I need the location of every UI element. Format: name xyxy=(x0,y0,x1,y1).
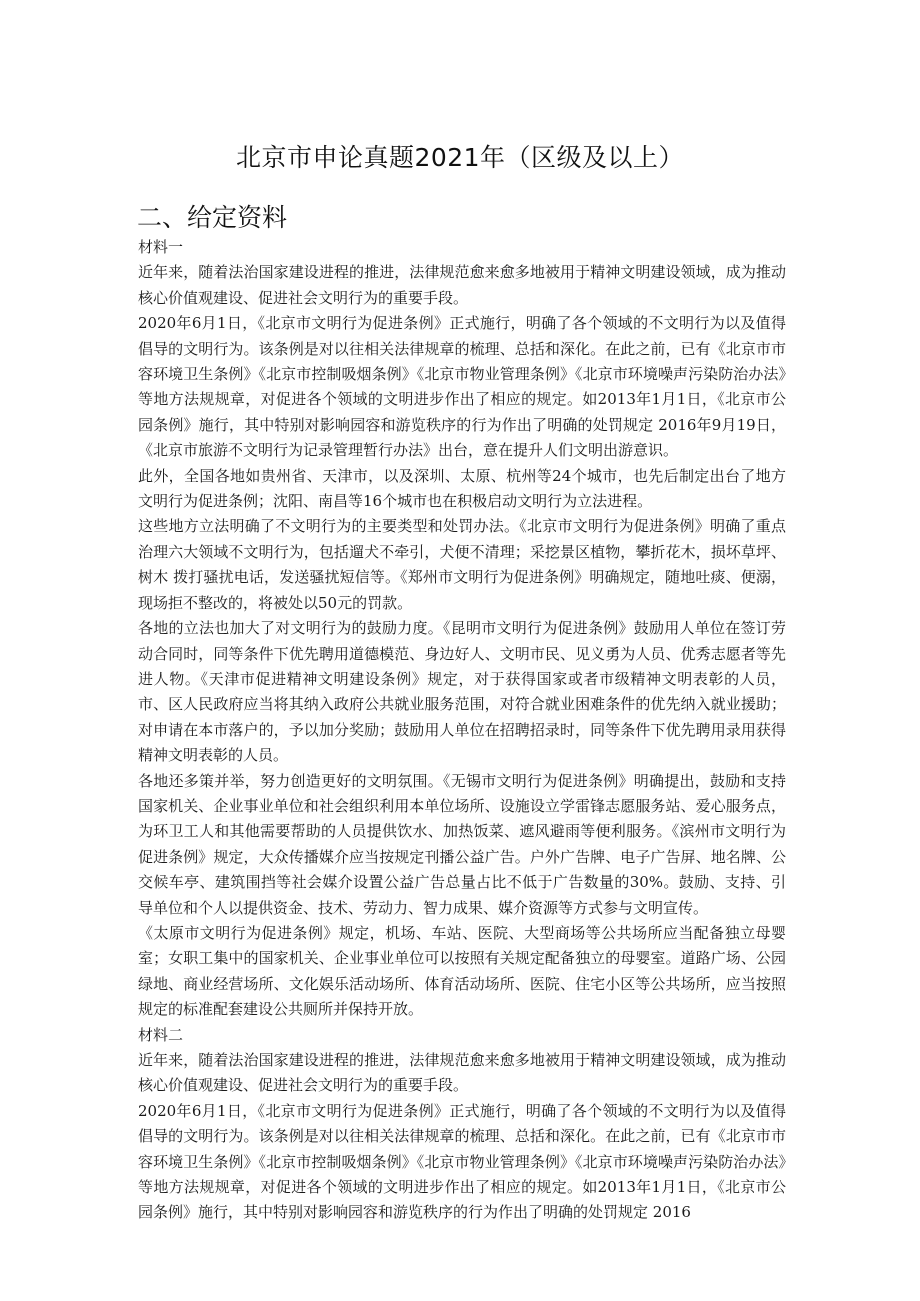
document-body xyxy=(138,235,786,1226)
paragraph: 各地的立法也加大了对文明行为的鼓励力度。《昆明市文明行为促进条例》鼓励用人单位在签订劳动合同时，同等条件下优先聘用道德模范、身边好人、文明市民、见义勇为人员、优秀志愿者等先进人物。《天津市促进精神文明建设条例》规定，对于获得国家或者市级精神文明表彰的人员，市、区人民政府应当将其纳入政府公共就业服务范围，对符合就业困难条件的优先纳入就业援助；对申请在本市落户的，予以加分奖励；鼓励用人单位在招聘招录时，同等条件下优先聘用录用获得精神文明表彰的人员。 xyxy=(138,619,786,765)
section-heading: 二、给定资料 xyxy=(137,203,288,232)
document-title: 北京市申论真题2021年（区级及以上） xyxy=(235,143,685,172)
paragraph: 此外，全国各地如贵州省、天津市，以及深圳、太原、杭州等24个城市，也先后制定出台了地方文明行为促进条例；沈阳、南昌等16个城市也在积极启动文明行为立法进程。 xyxy=(138,466,786,511)
paragraph: 近年来，随着法治国家建设进程的推进，法律规范愈来愈多地被用于精神文明建设领域，成为推动核心价值观建设、促进社会文明行为的重要手段。 xyxy=(138,263,786,307)
paragraph: 《太原市文明行为促进条例》规定，机场、车站、医院、大型商场等公共场所应当配备独立母婴室；女职工集中的国家机关、企业事业单位可以按照有关规定配备独立的母婴室。道路广场、公园绿地、商业经营场所、文化娱乐活动场所、体育活动场所、医院、住宅小区等公共场所，应当按照规定的标准配套建设公共厕所并保持开放。 xyxy=(138,923,786,1019)
material-label: 材料一 xyxy=(138,238,184,256)
material-label: 材料二 xyxy=(138,1025,184,1044)
paragraph: 2020年6月1日，《北京市文明行为促进条例》正式施行，明确了各个领域的不文明行为以及值得倡导的文明行为。该条例是对以往相关法律规章的梳理、总括和深化。在此之前，已有《北京市市容环境卫生条例》《北京市控制吸烟条例》《北京市物业管理条例》《北京市环境噪声污染防治办法》等地方法规规章，对促进各个领域的文明进步作出了相应的规定。如2013年1月1日，《北京市公园条例》施行，其中特别对影响园容和游览秩序的行为作出了明确的处罚规定 2016 xyxy=(138,1101,786,1222)
paragraph: 近年来，随着法治国家建设进程的推进，法律规范愈来愈多地被用于精神文明建设领域，成为推动核心价值观建设、促进社会文明行为的重要手段。 xyxy=(138,1051,786,1095)
paragraph: 各地还多策并举，努力创造更好的文明氛围。《无锡市文明行为促进条例》明确提出，鼓励和支持国家机关、企业事业单位和社会组织利用本单位场所、设施设立学雷锋志愿服务站、爱心服务点，为环卫工人和其他需要帮助的人员提供饮水、加热饭菜、遮风避雨等便利服务。《滨州市文明行为促进条例》规定，大众传播媒介应当按规定刊播公益广告。户外广告牌、电子广告屏、地名牌、公交候车亭、建筑围挡等社会媒介设置公益广告总量占比不低于广告数量的30%。鼓励、支持、引导单位和个人以提供资金、技术、劳动力、智力成果、媒介资源等方式参与文明宣传。 xyxy=(138,771,786,917)
paragraph: 2020年6月1日，《北京市文明行为促进条例》正式施行，明确了各个领域的不文明行为以及值得倡导的文明行为。该条例是对以往相关法律规章的梳理、总括和深化。在此之前，已有《北京市市容环境卫生条例》《北京市控制吸烟条例》《北京市物业管理条例》《北京市环境噪声污染防治办法》等地方法规规章，对促进各个领域的文明进步作出了相应的规定。如2013年1月1日，《北京市公园条例》施行，其中特别对影响园容和游览秩序的行为作出了明确的处罚规定 2016年9月19日，《北京市旅游不文明行为记录管理暂行办法》出台，意在提升人们文明出游意识。 xyxy=(138,314,786,460)
paragraph: 这些地方立法明确了不文明行为的主要类型和处罚办法。《北京市文明行为促进条例》明确了重点治理六大领域不文明行为，包括遛犬不牵引，犬便不清理；采挖景区植物，攀折花木，损坏草坪、树木 拨打骚扰电话，发送骚扰短信等。《郑州市文明行为促进条例》明确规定，随地吐痰、便溺，现场拒不整改的，将被处以50元的罚款。 xyxy=(138,517,786,612)
